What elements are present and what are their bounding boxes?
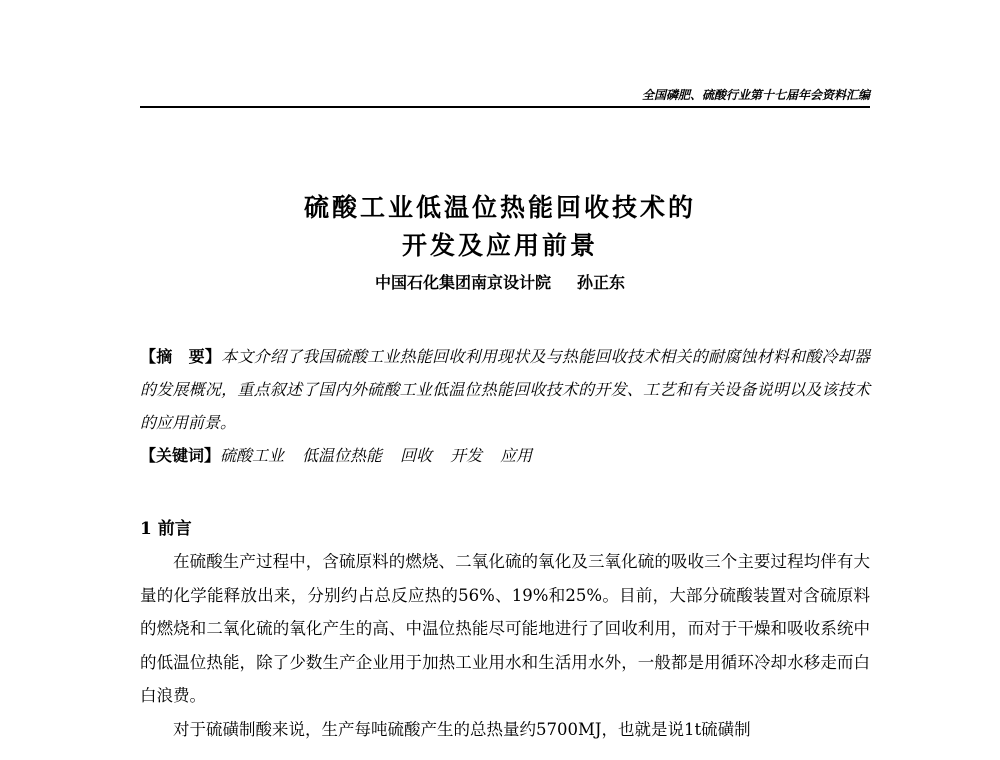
abstract bbox=[140, 340, 870, 439]
section-heading: 1 前言 bbox=[140, 519, 192, 539]
keyword: 回收 bbox=[400, 446, 433, 465]
author-line bbox=[0, 270, 1000, 293]
keyword: 硫酸工业 bbox=[220, 446, 285, 465]
author-name: 孙正东 bbox=[577, 273, 626, 292]
keyword: 低温位热能 bbox=[302, 446, 383, 465]
keywords-label: 【关键词】 bbox=[140, 446, 221, 465]
keyword: 开发 bbox=[450, 446, 483, 465]
header-rule bbox=[140, 106, 870, 108]
abstract-text: 本文介绍了我国硫酸工业热能回收利用现状及与热能回收技术相关的耐腐蚀材料和酸冷却器的发展概况，重点叙述了国内外硫酸工业低温位热能回收技术的开发、工艺和有关设备说明以及该技术的应用前景。 bbox=[140, 347, 870, 432]
article-title-line-1: 硫酸工业低温位热能回收技术的 bbox=[303, 193, 696, 222]
section-body bbox=[140, 545, 870, 746]
article-title-line-2: 开发及应用前景 bbox=[401, 231, 598, 260]
running-header: 全国磷肥、硫酸行业第十七届年会资料汇编 bbox=[641, 88, 870, 102]
affiliation: 中国石化集团南京设计院 bbox=[374, 273, 551, 292]
keywords bbox=[140, 441, 870, 471]
keyword: 应用 bbox=[500, 446, 533, 465]
paragraph: 在硫酸生产过程中，含硫原料的燃烧、二氧化硫的氧化及三氧化硫的吸收三个主要过程均伴有大量的化学能释放出来，分别约占总反应热的56%、19%和25%。目前，大部分硫酸装置对含硫原料的燃烧和二氧化硫的氧化产生的高、中温位热能尽可能地进行了回收利用，而对于干燥和吸收系统中的低温位热能，除了少数生产企业用于加热工业用水和生活用水外，一般都是用循环冷却水移走而白白浪费。 bbox=[140, 552, 870, 705]
paragraph: 对于硫磺制酸来说，生产每吨硫酸产生的总热量约5700MJ，也就是说1t硫磺制 bbox=[173, 719, 751, 739]
abstract-label: 【摘 要】 bbox=[140, 347, 222, 366]
